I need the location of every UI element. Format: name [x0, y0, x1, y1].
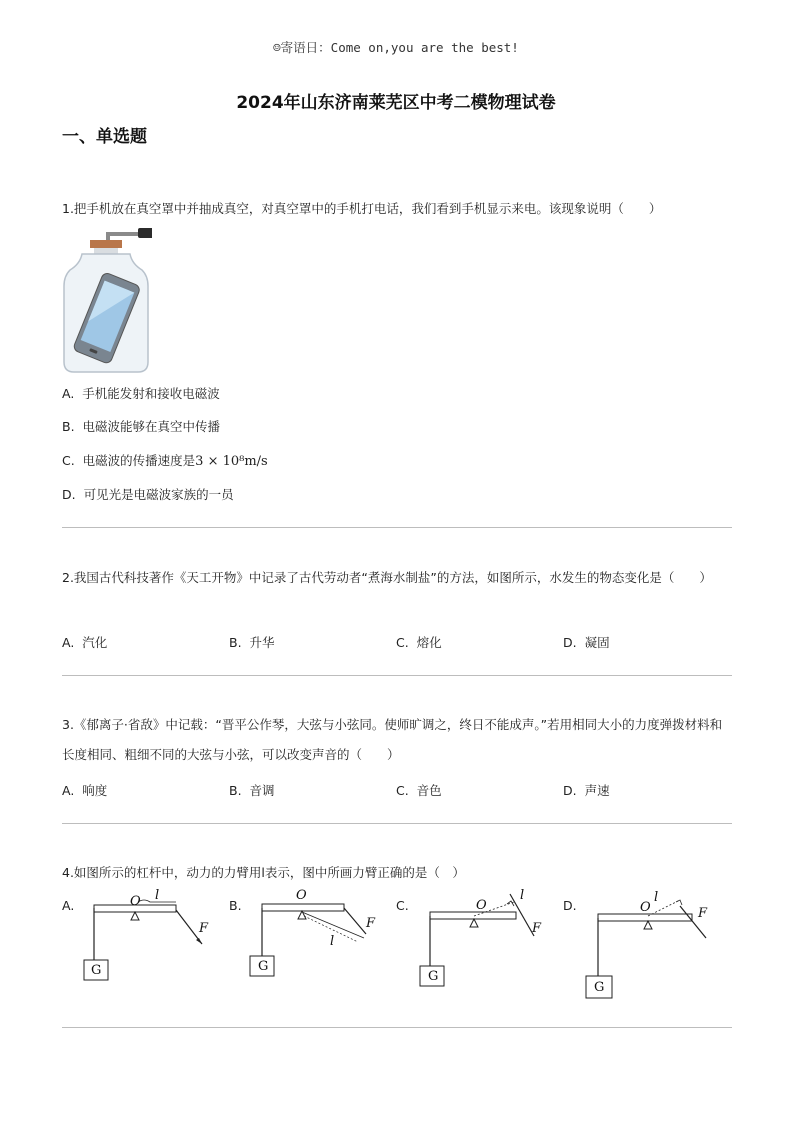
- q2-option-c[interactable]: C. 熔化: [396, 635, 442, 650]
- q3-option-b[interactable]: B. 音调: [229, 783, 275, 798]
- lever-diagram-b: O l F G: [246, 888, 386, 988]
- q2-option-a[interactable]: A. 汽化: [62, 635, 108, 650]
- lever-diagram-d: O l F G: [582, 888, 722, 1002]
- q1-option-a[interactable]: A. 手机能发射和接收电磁波: [62, 386, 220, 401]
- section-heading: 一、单选题: [62, 127, 147, 147]
- q3-option-a[interactable]: A. 响度: [62, 783, 108, 798]
- q2-option-d[interactable]: D. 凝固: [563, 635, 610, 650]
- q4-option-b[interactable]: B.: [229, 898, 242, 913]
- lever-diagram-c: O l F G: [414, 888, 554, 992]
- question-1-stem: 1.把手机放在真空罩中并抽成真空，对真空罩中的手机打电话，我们看到手机显示来电。该现象说明（ ）: [62, 201, 662, 216]
- q4-option-d[interactable]: D.: [563, 898, 577, 913]
- page-title: 2024年山东济南莱芜区中考二模物理试卷: [236, 93, 556, 113]
- q1-option-c[interactable]: C. 电磁波的传播速度是3 × 10⁸m/s: [62, 453, 268, 469]
- question-4-stem: 4.如图所示的杠杆中，动力的力臂用l表示，图中所画力臂正确的是（ ）: [62, 865, 465, 880]
- divider: [62, 527, 732, 528]
- q4-option-a[interactable]: A.: [62, 898, 75, 913]
- q1-option-d[interactable]: D. 可见光是电磁波家族的一员: [62, 487, 234, 502]
- divider: [62, 1027, 732, 1028]
- motto: ☺寄语日：Come on,you are the best!: [273, 40, 519, 55]
- divider: [62, 675, 732, 676]
- question-3-stem: 3.《郁离子·省敌》中记载：“晋平公作琴，大弦与小弦同。使师旷调之，终日不能成声。”若用相同大小的力度弹拨材料和长度相同、粗细不同的大弦与小弦，可以改变声音的（ ）: [62, 717, 723, 762]
- q4-option-c[interactable]: C.: [396, 898, 409, 913]
- vacuum-jar-phone-image: [60, 224, 152, 378]
- speed-formula: 3 × 10⁸m/s: [195, 454, 268, 469]
- q2-option-b[interactable]: B. 升华: [229, 635, 275, 650]
- q3-option-d[interactable]: D. 声速: [563, 783, 610, 798]
- q1-option-b[interactable]: B. 电磁波能够在真空中传播: [62, 419, 221, 434]
- lever-diagram-a: O l F G: [78, 888, 218, 988]
- divider: [62, 823, 732, 824]
- question-2-stem: 2.我国古代科技著作《天工开物》中记录了古代劳动者“煮海水制盐”的方法，如图所示，水发生的物态变化是（ ）: [62, 570, 712, 585]
- q3-option-c[interactable]: C. 音色: [396, 783, 442, 798]
